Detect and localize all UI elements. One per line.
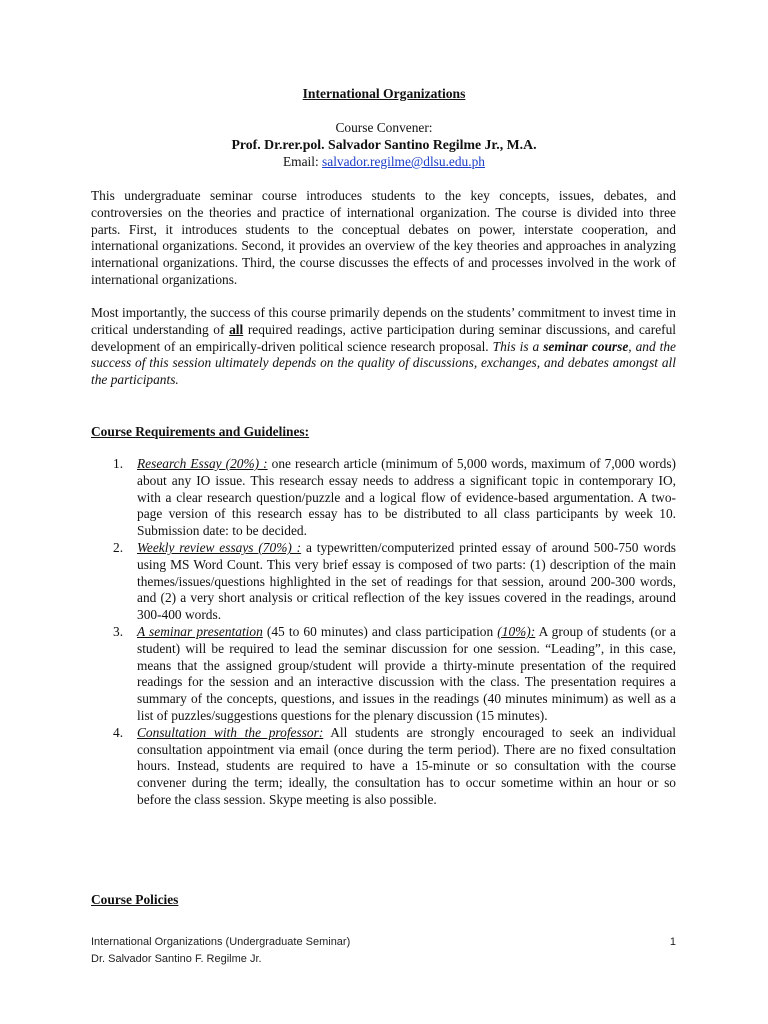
requirements-list [91, 456, 676, 809]
requirement-lead: Research Essay (20%) : [137, 456, 268, 471]
requirement-text: one research article (minimum of 5,000 words, maximum of 7,000 words) about any IO issue. This research essay needs to address a significant topic in contemporary IO, with a clear research question/puzzle and a logical flow of evidence-based argumentation. A two-page version of this research essay has to be distributed to all class participants by week 10. Submission date: to be decided. [137, 456, 676, 539]
all-emphasis: all [229, 321, 244, 337]
seminar-note-1: This is a [492, 338, 544, 354]
convener-label: Course Convener: [335, 120, 433, 135]
requirement-text: All students are strongly encouraged to seek an individual consultation appointment via email (once during the term period). There are no fixed consultation hours. Instead, students are required to have a 15-minute or so consultation with the course convener during the term; ideally, the consultation has to occur sometime within an hour or so before the class session. Skype meeting is also possible. [137, 724, 676, 807]
requirement-number: 4. [113, 724, 124, 740]
commitment-text-1: Most importantly, the success of this course primarily depends on the students’ commitment to invest time in critical understanding of [91, 305, 676, 337]
page-number: 1 [669, 936, 676, 948]
requirements-heading: Course Requirements and Guidelines: [91, 424, 310, 439]
commitment-paragraph [91, 305, 676, 389]
requirement-percentage: (10%): [497, 623, 536, 639]
commitment-text-2: required readings, active participation during seminar discussions, and careful development of an empirically-driven political science research proposal. [91, 321, 677, 354]
intro-paragraph: This undergraduate seminar course introduces students to the key concepts, issues, debates, and controversies on the theories and practice of international organization. The course is divided into three parts. First, it introduces students to the conceptual debates on power, interstate cooperation, and international organizations. Second, it provides an overview of the key theories and approaches in analyzing international organizations. Third, the course discusses the effects of and processes involved in the work of international organizations. [91, 188, 676, 287]
email-label: Email: [282, 154, 319, 169]
policies-heading: Course Policies [91, 892, 179, 907]
requirement-lead: A seminar presentation [137, 623, 263, 639]
requirement-lead: Consultation with the professor: [137, 724, 324, 740]
requirement-item [91, 725, 676, 809]
requirement-text: a typewritten/computerized printed essay of around 500-750 words using MS Word Count. This very brief essay is composed of two parts: (1) description of the main themes/issues/questions highlighted in the set of readings for that session, around 200-300 words, and (2) a very short analysis or critical reflection of the key issues covered in the readings, around 300-400 words. [137, 539, 676, 623]
footer-course-line [91, 934, 676, 951]
requirement-item [91, 456, 676, 540]
seminar-note-2: , and the success of this session ultimately depends on the quality of discussions, exchanges, and debates amongst all the participants. [91, 338, 676, 388]
convener-name: Prof. Dr.rer.pol. Salvador Santino Regilme Jr., M.A. [231, 137, 537, 152]
requirement-lead: Weekly review essays (70%) : [137, 539, 302, 555]
requirement-number: 1. [113, 456, 124, 471]
requirement-number: 3. [113, 623, 124, 639]
requirement-item [91, 540, 676, 624]
email-link[interactable]: salvador.regilme@dlsu.edu.ph [322, 154, 485, 169]
requirement-text: A group of students (or a student) will be required to lead the seminar discussion for one session. “Leading”, in this case, means that the assigned group/student will provide a thirty-minute presentation of the required readings for the session and an interactive discussion with the class. The presentation requires a summary of the concepts, questions, and issues in the readings (40 minutes minimum) as well as a list of puzzles/suggestions questions for the plenary discussion (15 minutes). [137, 623, 676, 723]
seminar-course-emphasis: seminar course [543, 338, 629, 354]
requirement-number: 2. [113, 539, 124, 555]
page-title: International Organizations [302, 86, 466, 101]
footer-course-title: International Organizations (Undergraduate Seminar) [91, 936, 351, 948]
requirement-mid-text: (45 to 60 minutes) and class participation [262, 623, 498, 639]
footer-author: Dr. Salvador Santino F. Regilme Jr. [91, 953, 262, 965]
requirement-item [91, 624, 676, 725]
email-line [0, 154, 768, 171]
